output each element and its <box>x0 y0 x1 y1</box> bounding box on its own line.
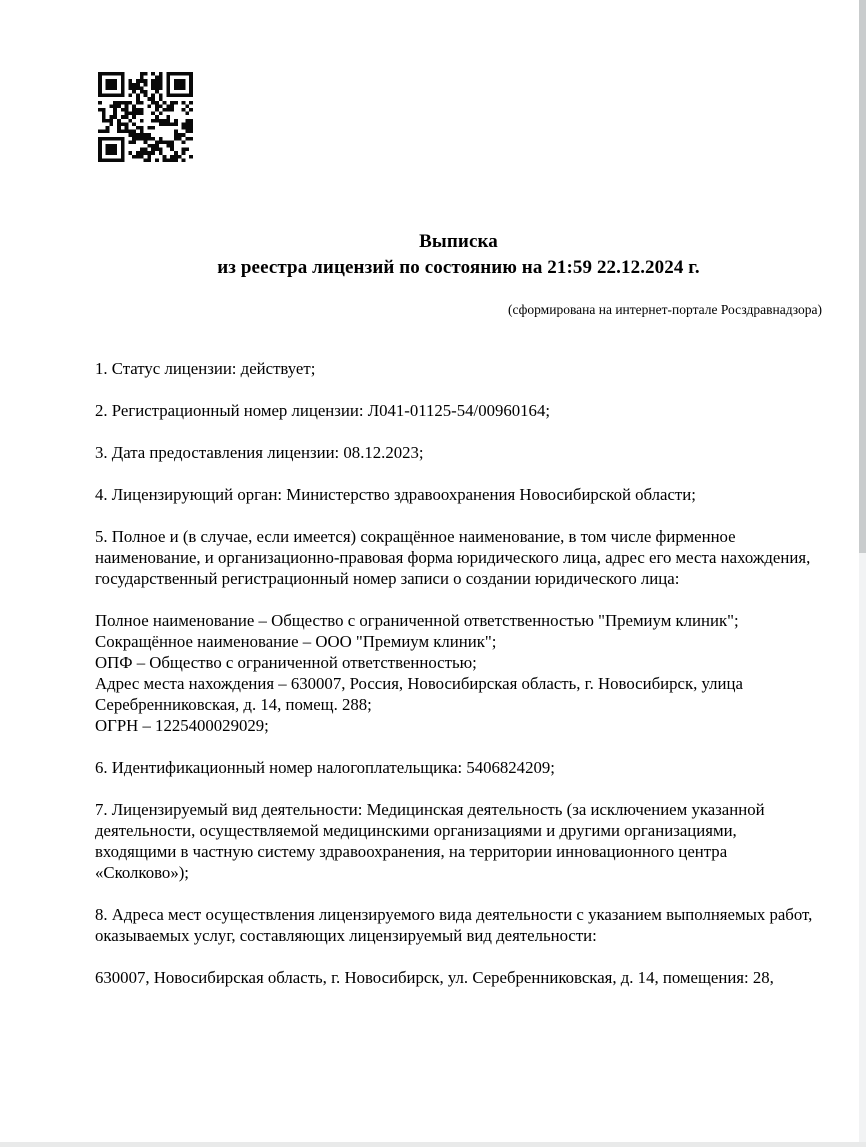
text-line-full-name: Полное наименование – Общество с ограниченной ответственностью "Премиум клиник"; <box>95 611 739 630</box>
text-line: 4. Лицензирующий орган: Министерство здравоохранения Новосибирской области; <box>95 485 696 504</box>
paragraph-1-status <box>95 358 822 379</box>
paragraph-3-grant-date <box>95 442 822 463</box>
text-line: 3. Дата предоставления лицензии: 08.12.2023; <box>95 443 424 462</box>
paragraph-activity-address <box>95 967 822 988</box>
paragraph-8-addresses-intro <box>95 904 822 946</box>
text-line: 1. Статус лицензии: действует; <box>95 359 316 378</box>
paragraph-6-inn <box>95 757 822 778</box>
paragraph-7-activity-type <box>95 799 822 883</box>
paragraph-5-name-intro <box>95 526 822 589</box>
paragraph-org-details <box>95 610 822 736</box>
paragraph-4-licensing-authority <box>95 484 822 505</box>
text-line-address: Адрес места нахождения – 630007, Россия, Новосибирская область, г. Новосибирск, улица Серебренниковская, д. 14, помещ. 288; <box>95 674 743 714</box>
horizontal-scrollbar-track[interactable] <box>0 1142 866 1147</box>
text-line: 5. Полное и (в случае, если имеется) сокращённое наименование, в том числе фирменное наименование, и организационно-правовая форма юридического лица, адрес его места нахождения, государственный регистрационный номер записи о создании юридического лица: <box>95 527 811 588</box>
document-title <box>95 229 822 281</box>
text-line: 2. Регистрационный номер лицензии: Л041-01125-54/00960164; <box>95 401 551 420</box>
text-line: 630007, Новосибирская область, г. Новосибирск, ул. Серебренниковская, д. 14, помещения: 28, <box>95 968 774 987</box>
vertical-scrollbar-track[interactable] <box>859 0 866 1142</box>
paragraph-2-reg-number <box>95 400 822 421</box>
title-line-1: Выписка <box>419 231 498 252</box>
document-body <box>95 358 822 1009</box>
text-line: 7. Лицензируемый вид деятельности: Медицинская деятельность (за исключением указанной деятельности, осуществляемой медицинскими организациями и другими организациями, входящими в частную систему здравоохранения, на территории инновационного центра «Сколково»); <box>95 800 765 882</box>
text-line: 6. Идентификационный номер налогоплательщика: 5406824209; <box>95 758 555 777</box>
text-line: 8. Адреса мест осуществления лицензируемого вида деятельности с указанием выполняемых работ, оказываемых услуг, составляющих лицензируемый вид деятельности: <box>95 905 813 945</box>
qr-code-icon <box>98 72 193 162</box>
title-line-2: из реестра лицензий по состоянию на 21:59 22.12.2024 г. <box>217 257 700 278</box>
vertical-scrollbar-thumb[interactable] <box>859 0 866 553</box>
text-line-opf: ОПФ – Общество с ограниченной ответственностью; <box>95 653 477 672</box>
text-line-ogrn: ОГРН – 1225400029029; <box>95 716 269 735</box>
text-line-short-name: Сокращённое наименование – ООО "Премиум клиник"; <box>95 632 497 651</box>
document-subtitle: (сформирована на интернет-портале Росздравнадзора) <box>507 302 822 317</box>
